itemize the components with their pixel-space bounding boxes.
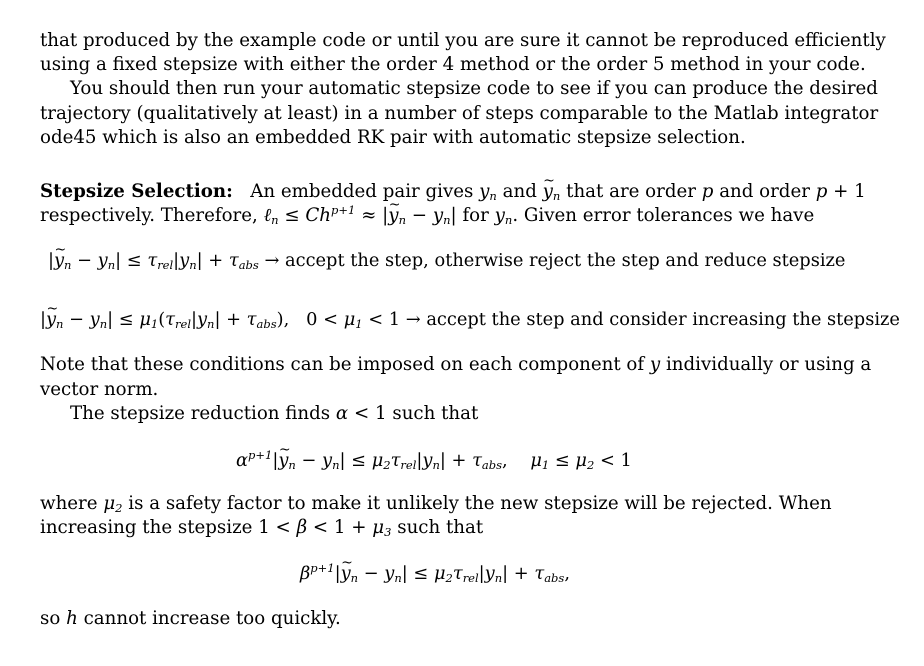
text: so: [40, 608, 61, 629]
paragraph-line: vector norm.: [40, 379, 159, 400]
paragraph-line: The stepsize reduction finds α < 1 such that: [70, 403, 479, 424]
equation-1: |~ $y_n - y_n| \le \tau_{rel}|y_n| + \tau_{abs}$ → accept the step, otherwise reject the step and reduce stepsize: [48, 249, 845, 273]
paragraph-line: so h cannot increase too quickly.: [40, 608, 341, 629]
text: such that: [392, 403, 479, 424]
text: Note that these conditions can be imposed on each component of: [40, 354, 645, 375]
equation-text: accept the step and consider increasing the stepsize: [426, 309, 900, 330]
paragraph-line: using a fixed stepsize with either the order 4 method or the order 5 method in your code.: [40, 54, 866, 75]
equation-3: $\alpha^{p+1}|\sim$ $y_n - y_n| \le \mu_2\tau_{rel}|y_n| + \tau_{abs}$, $\mu_1 \le \mu_2 < 1$: [236, 449, 632, 473]
stepsize-line-1: Stepsize Selection: An embedded pair gives $y_n$ and ~ $y_n$ that are order p and order p + 1: [40, 180, 866, 204]
text: where: [40, 493, 98, 514]
paragraph-line: Note that these conditions can be imposed on each component of y individually or using a: [40, 354, 872, 375]
text: for: [462, 205, 489, 226]
paragraph-line: trajectory (qualitatively at least) in a number of steps comparable to the Matlab integrator: [40, 103, 879, 124]
text: cannot increase too quickly.: [83, 608, 341, 629]
text: and order: [719, 181, 810, 202]
text: respectively. Therefore,: [40, 205, 258, 226]
equation-4: $\beta^{p+1}|\sim$ $y_n - y_n| \le \mu_2\tau_{rel}|y_n| + \tau_{abs}$,: [300, 562, 570, 586]
equation-text: accept the step, otherwise reject the step and reduce stepsize: [285, 250, 846, 271]
text: that are order: [566, 181, 696, 202]
paragraph-line: You should then run your automatic stepsize code to see if you can produce the desired: [70, 78, 878, 99]
section-heading: Stepsize Selection:: [40, 181, 233, 202]
text: . Given error tolerances we have: [512, 205, 815, 226]
paragraph-line: that produced by the example code or until you are sure it cannot be reproduced efficiently: [40, 30, 886, 51]
text: is a safety factor to make it unlikely the new stepsize will be rejected. When: [128, 493, 832, 514]
paragraph-line: where $\mu_2$ is a safety factor to make it unlikely the new stepsize will be rejected. When: [40, 493, 832, 515]
text: such that: [397, 517, 484, 538]
text: increasing the stepsize: [40, 517, 253, 538]
equation-2: |~ $y_n - y_n| \le \mu_1(\tau_{rel}|y_n| + \tau_{abs})$, $0 < \mu_1 < 1$ → accept the step and consider increasing the stepsize: [40, 308, 900, 332]
text: and: [502, 181, 537, 202]
text: The stepsize reduction finds: [70, 403, 331, 424]
text: individually or using a: [665, 354, 872, 375]
paragraph-line: increasing the stepsize $1 < \beta < 1 + \mu_3$ such that: [40, 517, 484, 539]
stepsize-line-2: respectively. Therefore, ℓ$_n$ ≤ $Ch^{p+1}$ ≈ |~ $y_n - y_n|$ for $y_n$. Given error tolerances we have: [40, 204, 814, 228]
text: An embedded pair gives: [250, 181, 474, 202]
paragraph-line: ode45 which is also an embedded RK pair with automatic stepsize selection.: [40, 127, 746, 148]
